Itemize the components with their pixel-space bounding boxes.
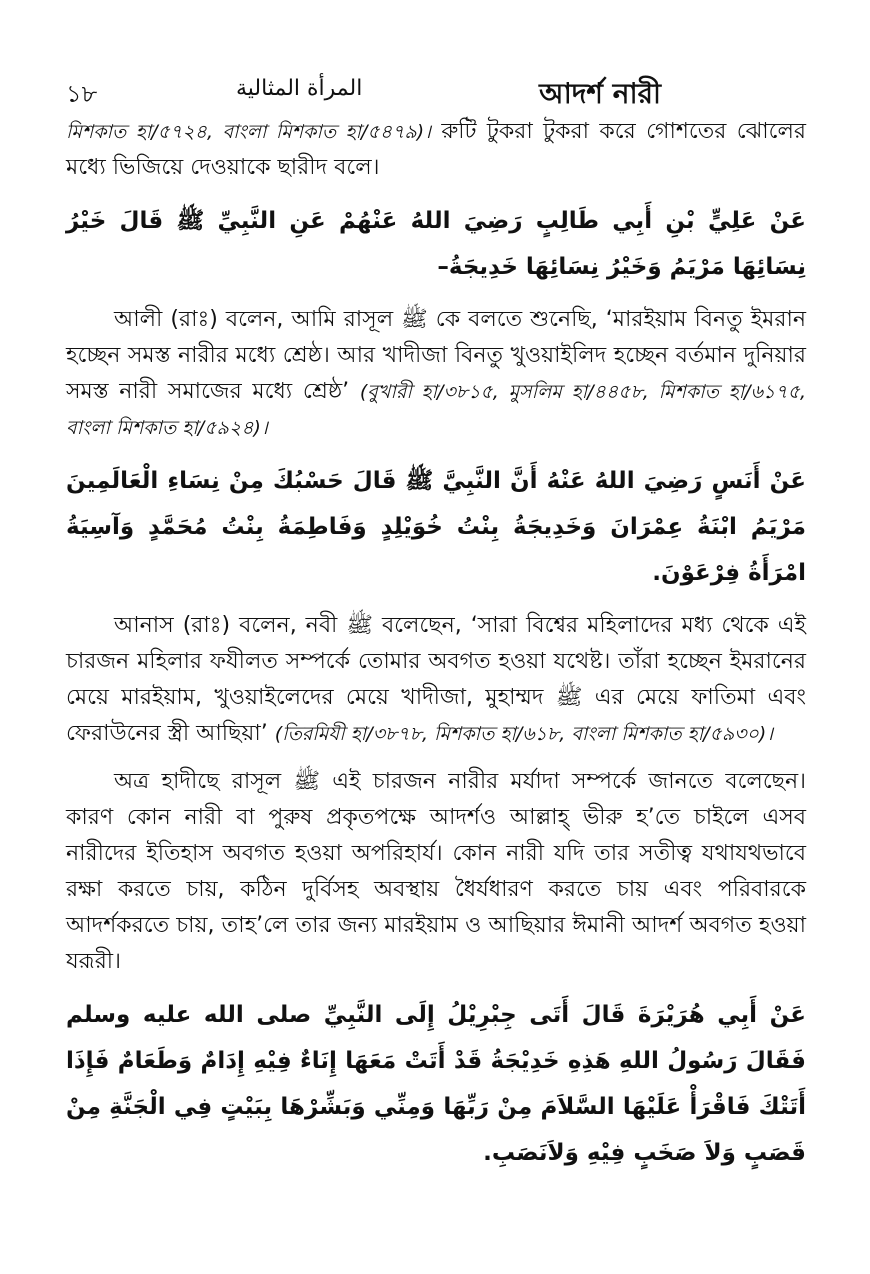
arabic-hadith-2: عَنْ أَنَسٍ رَضِيَ اللهُ عَنْهُ أَنَّ النَّبِيَّ ﷺ قَالَ حَسْبُكَ مِنْ نِسَاءِ الْعَالَمِينَ مَرْيَمُ ابْنَةُ عِمْرَانَ وَخَدِيجَةُ بِنْتُ خُوَيْلِدٍ وَفَاطِمَةُ بِنْتُ مُحَمَّدٍ وَآسِيَةُ امْرَأَةُ فِرْعَوْنَ.	[66, 468, 806, 586]
citation: (বুখারী হা/৩৮১৫, মুসলিম হা/৪৪৫৮, মিশকাত হা/৬১৭৫, বাংলা মিশকাত হা/৫৯২৪)।	[66, 381, 806, 439]
arabic-hadith-3: عَنْ أَبِي هُرَيْرَةَ قَالَ أَتَى جِبْرِيْلُ إِلَى النَّبِيِّ صلى الله عليه وسلم فَقَالَ رَسُولُ اللهِ هَذِهِ خَدِيْجَةُ قَدْ أَتَتْ مَعَهَا إِنَاءٌ فِيْهِ إِدَامٌ وَطَعَامٌ فَإِذَا أَتَتْكَ فَاقْرَأْ عَلَيْهَا السَّلاَمَ مِنْ رَبِّهَا وَمِنِّي وَبَشِّرْهَا بِبَيْتٍ فِي الْجَنَّةِ مِنْ قَصَبٍ وَلاَ صَخَبٍ فِيْهِ وَلاَنَصَبِ.	[66, 1002, 806, 1166]
paragraph-text: আলী (রাঃ) বলেন, আমি রাসূল ﷺ কে বলতে শুনেছি, ‘মারইয়াম বিনতু ইমরান হচ্ছেন সমস্ত নারীর মধ্যে শ্রেষ্ঠ। আর খাদীজা বিনতু খুওয়াইলিদ হচ্ছেন বর্তমান দুনিয়ার সমস্ত নারী সমাজের মধ্যে শ্রেষ্ঠ’	[66, 307, 806, 404]
paragraph-3	[66, 608, 806, 752]
page-number: ১৮	[66, 80, 98, 108]
document-page	[66, 70, 806, 1176]
paragraph-4: অত্র হাদীছে রাসূল ﷺ এই চারজন নারীর মর্যাদা সম্পর্কে জানতে বলেছেন। কারণ কোন নারী বা পুরুষ প্রকৃতপক্ষে আদর্শও আল্লাহ্ ভীরু হ’তে চাইলে এসব নারীদের ইতিহাস অবগত হওয়া অপরিহার্য। কোন নারী যদি তার সতীত্ব যথাযথভাবে রক্ষা করতে চায়, কঠিন দুর্বিসহ অবস্থায় ধৈর্যধারণ করতে চায় এবং পরিবারকে আদর্শকরতে চায়, তাহ’লে তার জন্য মারইয়াম ও আছিয়ার ঈমানী আদর্শ অবগত হওয়া যরূরী।	[66, 769, 806, 974]
arabic-running-title: المرأة المثالية	[236, 76, 363, 101]
paragraph-1	[66, 114, 806, 186]
citation: (তিরমিযী হা/৩৮৭৮, মিশকাত হা/৬১৮, বাংলা মিশকাত হা/৫৯৩০)।	[274, 723, 774, 745]
bengali-running-title: আদর্শ নারী	[539, 77, 661, 110]
arabic-hadith-1: عَنْ عَلِيٍّ بْنِ أَبِي طَالِبٍ رَضِيَ اللهُ عَنْهُمْ عَنِ النَّبِيِّ ﷺ قَالَ خَيْرُ نِسَائِهَا مَرْيَمُ وَخَيْرُ نِسَائِهَا خَدِيجَةُ–	[66, 208, 806, 280]
paragraph-text: রুটি টুকরা টুকরা করে গোশতের ঝোলের মধ্যে ভিজিয়ে দেওয়াকে ছারীদ বলে।	[66, 119, 806, 180]
paragraph-2	[66, 302, 806, 446]
citation: মিশকাত হা/৫৭২৪, বাংলা মিশকাত হা/৫৪৭৯)।	[66, 121, 431, 143]
paragraph-text: আনাস (রাঃ) বলেন, নবী ﷺ বলেছেন, ‘সারা বিশ্বের মহিলাদের মধ্য থেকে এই চারজন মহিলার ফযীলত সম্পর্কে তোমার অবগত হওয়া যথেষ্ট। তাঁরা হচ্ছেন ইমরানের মেয়ে মারইয়াম, খুওয়াইলেদের মেয়ে খাদীজা, মুহাম্মদ ﷺ এর মেয়ে ফাতিমা এবং ফেরাউনের স্ত্রী আছিয়া’	[66, 613, 807, 746]
page-header	[66, 70, 806, 114]
